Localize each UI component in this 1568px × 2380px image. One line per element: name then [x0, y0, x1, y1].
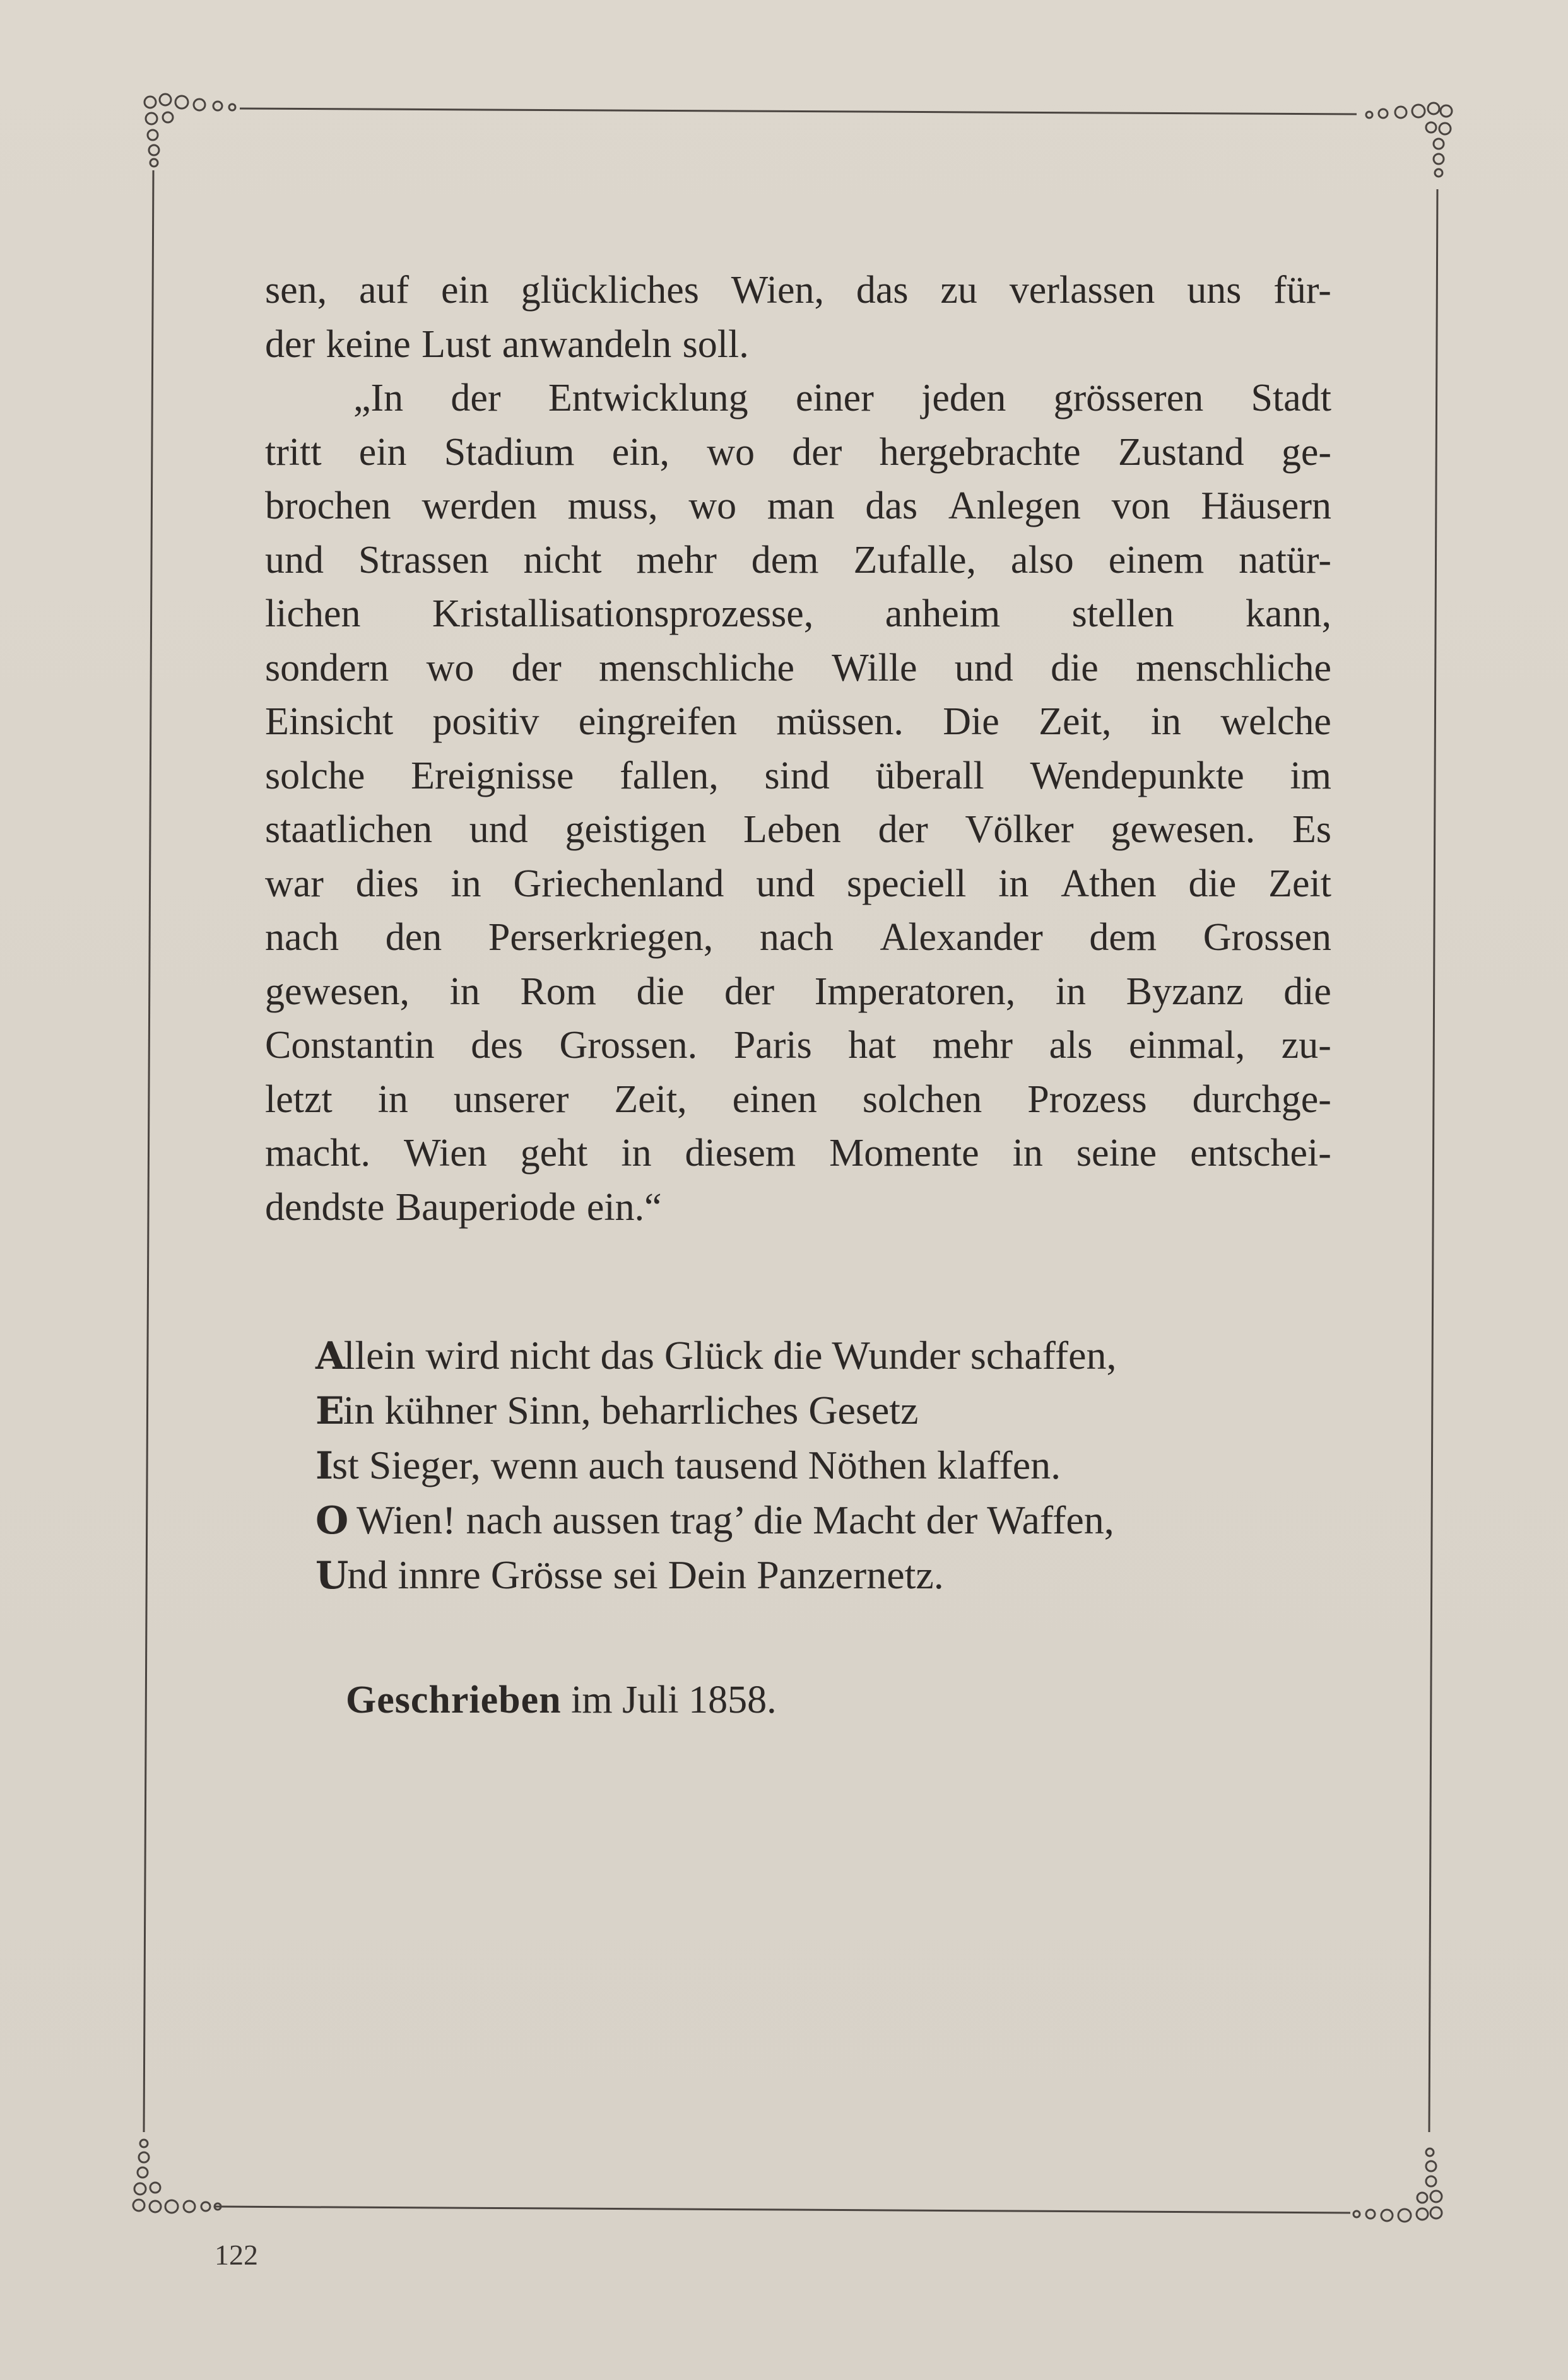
corner-ornament-bottom-left [133, 2140, 221, 2213]
text-line [265, 372, 1331, 426]
word: gewesen, [265, 970, 410, 1013]
text-line [265, 749, 1331, 804]
word: Lust [421, 322, 492, 366]
word: ein [440, 269, 489, 312]
word: Grossen [1203, 916, 1331, 959]
word: Prozess [1027, 1077, 1147, 1121]
word: der [792, 430, 842, 474]
word: dendste [265, 1185, 385, 1229]
word: nach [759, 916, 834, 959]
poem-initial: U [315, 1554, 348, 1598]
word: uns [1187, 269, 1242, 312]
text-line [265, 642, 1331, 696]
word: einen [732, 1077, 817, 1121]
word: in [451, 862, 481, 905]
text-line [265, 1127, 1331, 1181]
word: Momente [829, 1132, 979, 1175]
text-line [265, 1181, 1331, 1235]
word: Wien [403, 1132, 487, 1175]
word: unserer [453, 1077, 569, 1121]
poem-line [315, 1438, 1117, 1492]
word: letzt [265, 1077, 333, 1121]
word: und [954, 646, 1013, 689]
word: einem [1108, 538, 1205, 582]
word: dem [1089, 916, 1157, 959]
corner-ornament-bottom-right [1353, 2148, 1442, 2222]
word: entschei- [1190, 1132, 1331, 1175]
word: Byzanz [1126, 970, 1244, 1013]
page-number: 122 [215, 2239, 258, 2271]
word: fallen, [620, 754, 719, 797]
word: seine [1076, 1132, 1157, 1175]
word: man [767, 484, 835, 527]
word: wo [688, 484, 737, 527]
word: soll. [682, 322, 749, 366]
word: auf [358, 269, 410, 312]
word: und [265, 538, 324, 582]
word: mehr [932, 1024, 1013, 1067]
word: von [1111, 484, 1170, 527]
word: eingreifen [578, 700, 738, 743]
word: werden [421, 484, 537, 527]
word: war [265, 862, 324, 905]
word: den [385, 916, 442, 959]
word: das [856, 269, 909, 312]
word: Anlegen [948, 484, 1081, 527]
word: hergebrachte [879, 430, 1081, 474]
word: wo [426, 646, 475, 689]
word: stellen [1071, 592, 1174, 635]
poem-line [315, 1328, 1117, 1383]
word: Bauperiode [395, 1185, 576, 1229]
word: durchge- [1192, 1077, 1331, 1121]
word: und [469, 808, 528, 851]
word: in [998, 862, 1029, 905]
word: geht [520, 1132, 588, 1175]
word: solchen [862, 1077, 982, 1121]
word: Imperatoren, [814, 970, 1016, 1013]
poem-line-text: Wien! nach aussen trag’ die Macht der Waffen, [347, 1498, 1114, 1542]
word: der [511, 646, 562, 689]
word: in [621, 1132, 652, 1175]
main-text-block [265, 264, 1331, 1234]
text-line [265, 479, 1331, 534]
word: positiv [432, 700, 539, 743]
word: der [724, 970, 775, 1013]
word: Stadium [444, 430, 575, 474]
word: in [1055, 970, 1087, 1013]
word: anwandeln [502, 322, 672, 366]
word: zu- [1281, 1024, 1331, 1067]
word: Leben [743, 808, 841, 851]
word: wo [707, 430, 755, 474]
poem-initial: A [315, 1334, 344, 1378]
word: Athen [1061, 862, 1157, 905]
word: „In [353, 377, 404, 419]
word: ein [358, 430, 407, 474]
word: zu [940, 269, 977, 312]
word: menschliche [599, 646, 794, 689]
word: staatlichen [265, 808, 433, 851]
word: Zufalle, [853, 538, 976, 582]
word: Strassen [358, 538, 489, 582]
word: nicht [523, 538, 602, 582]
word: Paris [733, 1024, 812, 1067]
word: der [878, 808, 928, 851]
word: keine [326, 322, 411, 366]
word: der [451, 377, 501, 419]
text-line [265, 1073, 1331, 1127]
word: in [1012, 1132, 1043, 1175]
text-line [265, 695, 1331, 749]
word: Kristallisationsprozesse, [432, 592, 814, 635]
word: also [1010, 538, 1074, 582]
poem-initial: O [315, 1499, 348, 1543]
text-line [265, 426, 1331, 480]
word: Wien, [731, 269, 825, 312]
word: als [1049, 1024, 1093, 1067]
word: dies [355, 862, 419, 905]
word: welche [1220, 700, 1331, 743]
word: nach [265, 916, 339, 959]
word: Völker [965, 808, 1074, 851]
word: sen, [265, 269, 327, 312]
poem-line-text: in kühner Sinn, beharrliches Gesetz [343, 1388, 919, 1433]
corner-ornament-top-right [1366, 103, 1452, 177]
word: ein.“ [586, 1185, 662, 1229]
word: natür- [1239, 538, 1331, 582]
poem-initial: E [315, 1389, 343, 1433]
word: die [1283, 970, 1331, 1013]
dateline-bold: Geschrieben [346, 1679, 562, 1721]
text-line [265, 587, 1331, 642]
word: einer [795, 377, 874, 419]
poem-acrostic [315, 1328, 1117, 1602]
word: Perserkriegen, [488, 916, 714, 959]
dateline [346, 1678, 777, 1723]
word: ein, [611, 430, 669, 474]
word: brochen [265, 484, 391, 527]
word: ge- [1281, 430, 1331, 474]
text-line [265, 857, 1331, 912]
word: mehr [636, 538, 717, 582]
word: überall [875, 754, 984, 797]
text-line [265, 803, 1331, 857]
word: glückliches [521, 269, 699, 312]
word: Es [1292, 808, 1331, 851]
word: geistigen [565, 808, 707, 851]
word: diesem [685, 1132, 796, 1175]
dateline-rest: im Juli 1858. [561, 1679, 777, 1721]
word: einmal, [1129, 1024, 1246, 1067]
word: Griechenland [513, 862, 724, 905]
word: Alexander [880, 916, 1043, 959]
word: für- [1273, 269, 1331, 312]
poem-initial: I [315, 1444, 333, 1488]
poem-line [315, 1547, 1117, 1602]
text-line [265, 264, 1331, 318]
poem-line-text: st Sieger, wenn auch tausend Nöthen klaffen. [332, 1443, 1061, 1487]
word: hat [848, 1024, 897, 1067]
word: Grossen. [559, 1024, 698, 1067]
word: Wille [832, 646, 917, 689]
word: Zeit [1268, 862, 1331, 905]
word: Ereignisse [411, 754, 574, 797]
word: Zeit, [614, 1077, 687, 1121]
word: die [1188, 862, 1237, 905]
word: gewesen. [1111, 808, 1256, 851]
word: Einsicht [265, 700, 394, 743]
word: solche [265, 754, 365, 797]
word: der [265, 322, 315, 366]
poem-line [315, 1492, 1117, 1547]
word: Zustand [1117, 430, 1244, 474]
poem-line [315, 1383, 1117, 1438]
text-line [265, 911, 1331, 965]
text-line [265, 965, 1331, 1019]
word: die [1051, 646, 1099, 689]
word: sind [764, 754, 830, 797]
word: in [1150, 700, 1181, 743]
word: anheim [885, 592, 1001, 635]
text-line [265, 318, 1331, 372]
word: die [636, 970, 685, 1013]
word: muss, [567, 484, 658, 527]
word: macht. [265, 1132, 370, 1175]
word: Wendepunkte [1030, 754, 1244, 797]
word: das [865, 484, 918, 527]
word: tritt [265, 430, 322, 474]
word: im [1290, 754, 1331, 797]
word: Zeit, [1039, 700, 1112, 743]
word: Rom [520, 970, 597, 1013]
word: speciell [847, 862, 967, 905]
word: in [449, 970, 480, 1013]
word: sondern [265, 646, 389, 689]
word: Stadt [1251, 377, 1331, 419]
text-line [265, 1019, 1331, 1073]
word: kann, [1245, 592, 1331, 635]
word: des [471, 1024, 523, 1067]
word: grösseren [1053, 377, 1204, 419]
poem-line-text: nd innre Grösse sei Dein Panzernetz. [347, 1552, 944, 1597]
word: Die [943, 700, 999, 743]
word: und [756, 862, 815, 905]
poem-line-text: llein wird nicht das Glück die Wunder schaffen, [343, 1333, 1117, 1378]
word: in [377, 1077, 408, 1121]
word: lichen [265, 592, 361, 635]
text-line [265, 534, 1331, 588]
word: menschliche [1136, 646, 1331, 689]
word: Häusern [1201, 484, 1331, 527]
word: müssen. [776, 700, 904, 743]
word: dem [751, 538, 819, 582]
word: jeden [921, 377, 1006, 419]
word: Constantin [265, 1024, 435, 1067]
word: Entwicklung [548, 377, 748, 419]
corner-ornament-top-left [144, 94, 235, 167]
word: verlassen [1009, 269, 1155, 312]
